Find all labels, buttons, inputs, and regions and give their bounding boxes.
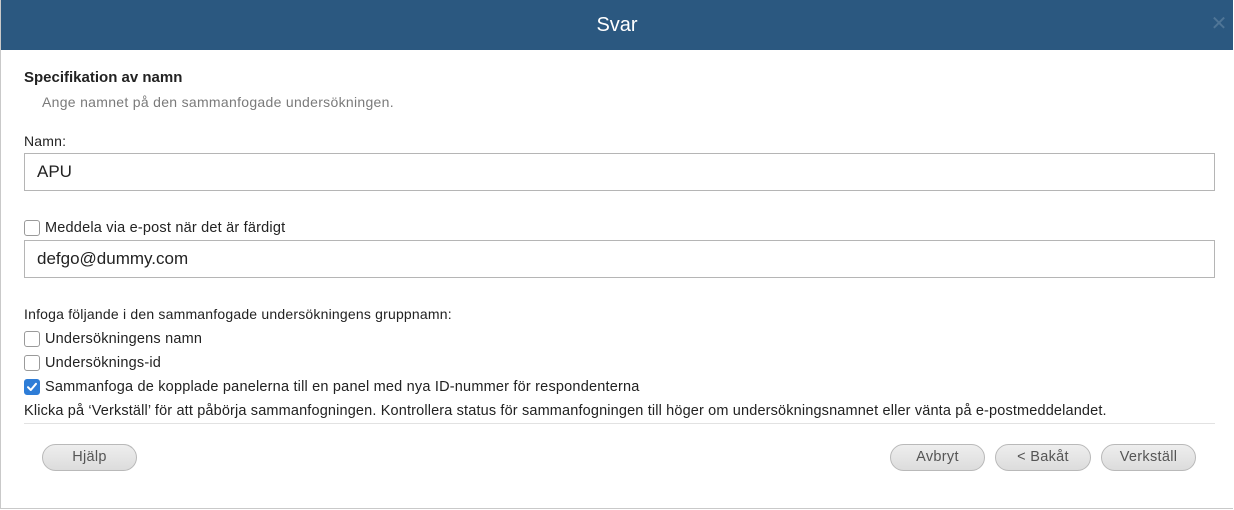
section-description: Ange namnet på den sammanfogade undersökningen. [42, 94, 394, 110]
option-survey-id-row[interactable] [24, 354, 161, 372]
dialog-titlebar [1, 0, 1233, 50]
footer-divider [24, 423, 1215, 424]
email-notify-row[interactable] [24, 219, 285, 237]
checkmark-icon [25, 380, 39, 394]
group-name-label: Infoga följande i den sammanfogade undersökningens gruppnamn: [24, 306, 452, 322]
cancel-button[interactable]: Avbryt [890, 444, 985, 471]
name-label: Namn: [24, 133, 67, 149]
close-icon[interactable]: ✕ [1210, 13, 1228, 35]
name-input[interactable] [24, 153, 1215, 191]
dialog-title: Svar [596, 14, 638, 36]
survey-name-checkbox[interactable] [24, 331, 40, 347]
email-input[interactable] [24, 240, 1215, 278]
option-merge-panels-row[interactable] [24, 378, 640, 396]
back-button[interactable]: < Bakåt [995, 444, 1091, 471]
instruction-text: Klicka på ‘Verkställ’ för att påbörja sammanfogningen. Kontrollera status för sammanfogningen till höger om undersökningsnamnet eller vänta på e-postmeddelandet. [24, 403, 1107, 419]
apply-button[interactable]: Verkställ [1101, 444, 1196, 471]
help-button[interactable]: Hjälp [42, 444, 137, 471]
survey-name-label: Undersökningens namn [45, 331, 203, 347]
section-heading: Specifikation av namn [24, 69, 183, 86]
option-survey-name-row[interactable] [24, 330, 202, 348]
merge-panels-label: Sammanfoga de kopplade panelerna till en panel med nya ID-nummer för respondenterna [45, 379, 640, 395]
survey-id-label: Undersöknings-id [45, 355, 162, 371]
survey-id-checkbox[interactable] [24, 355, 40, 371]
merge-panels-checkbox[interactable] [24, 379, 40, 395]
email-notify-label: Meddela via e-post när det är färdigt [45, 220, 286, 236]
email-notify-checkbox[interactable] [24, 220, 40, 236]
